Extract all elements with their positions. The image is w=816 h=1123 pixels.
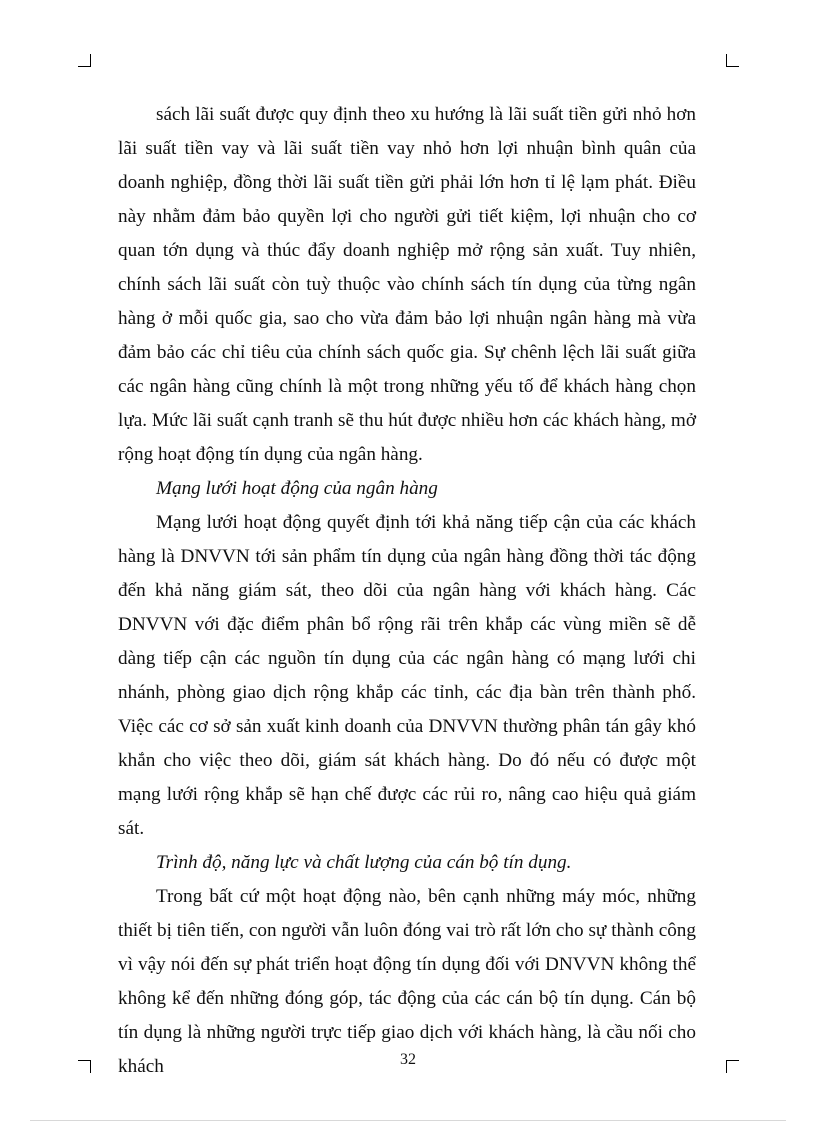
paragraph-interest-rate-policy: sách lãi suất được quy định theo xu hướng là lãi suất tiền gửi nhỏ hơn lãi suất tiền vay và lãi suất tiền vay nhỏ hơn lợi nhuận bình quân của doanh nghiệp, đồng thời lãi suất tiền gửi phải lớn hơn tỉ lệ lạm phát. Điều này nhằm đảm bảo quyền lợi cho người gửi tiết kiệm, lợi nhuận cho cơ quan tớn dụng và thúc đẩy doanh nghiệp mở rộng sản xuất. Tuy nhiên, chính sách lãi suất còn tuỳ thuộc vào chính sách tín dụng của từng ngân hàng ở mỗi quốc gia, sao cho vừa đảm bảo lợi nhuận ngân hàng mà vừa đảm bảo các chỉ tiêu của chính sách quốc gia. Sự chênh lệch lãi suất giữa các ngân hàng cũng chính là một trong những yếu tố để khách hàng chọn lựa. Mức lãi suất cạnh tranh sẽ thu hút được nhiều hơn các khách hàng, mở rộng hoạt động tín dụng của ngân hàng. [118,104,696,465]
crop-mark-top-right [726,54,739,67]
page-body [118,98,696,1084]
crop-mark-top-left [78,54,91,67]
paragraph-credit-staff: Trong bất cứ một hoạt động nào, bên cạnh những máy móc, những thiết bị tiên tiến, con người vẫn luôn đóng vai trò rất lớn cho sự thành công vì vậy nói đến sự phát triển hoạt động tín dụng đối với DNVVN không thể không kể đến những đóng góp, tác động của các cán bộ tín dụng. Cán bộ tín dụng là những người trực tiếp giao dịch với khách hàng, là cầu nối cho khách [118,886,696,1077]
page-number: 32 [400,1051,416,1068]
page-bottom-divider [30,1120,786,1121]
heading-bank-network: Mạng lưới hoạt động của ngân hàng [156,478,438,499]
paragraph-bank-network: Mạng lưới hoạt động quyết định tới khả năng tiếp cận của các khách hàng là DNVVN tới sản phẩm tín dụng của ngân hàng đồng thời tác động đến khả năng giám sát, theo dõi của ngân hàng với khách hàng. Các DNVVN với đặc điểm phân bổ rộng rãi trên khắp các vùng miền sẽ dễ dàng tiếp cận các nguồn tín dụng của các ngân hàng có mạng lưới chi nhánh, phòng giao dịch rộng khắp các tỉnh, các địa bàn trên thành phố. Việc các cơ sở sản xuất kinh doanh của DNVVN thường phân tán gây khó khắn cho việc theo dõi, giám sát khách hàng. Do đó nếu có được một mạng lưới rộng khắp sẽ hạn chế được các rủi ro, nâng cao hiệu quả giám sát. [118,512,696,839]
heading-credit-staff: Trình độ, năng lực và chất lượng của cán bộ tín dụng. [156,852,572,873]
